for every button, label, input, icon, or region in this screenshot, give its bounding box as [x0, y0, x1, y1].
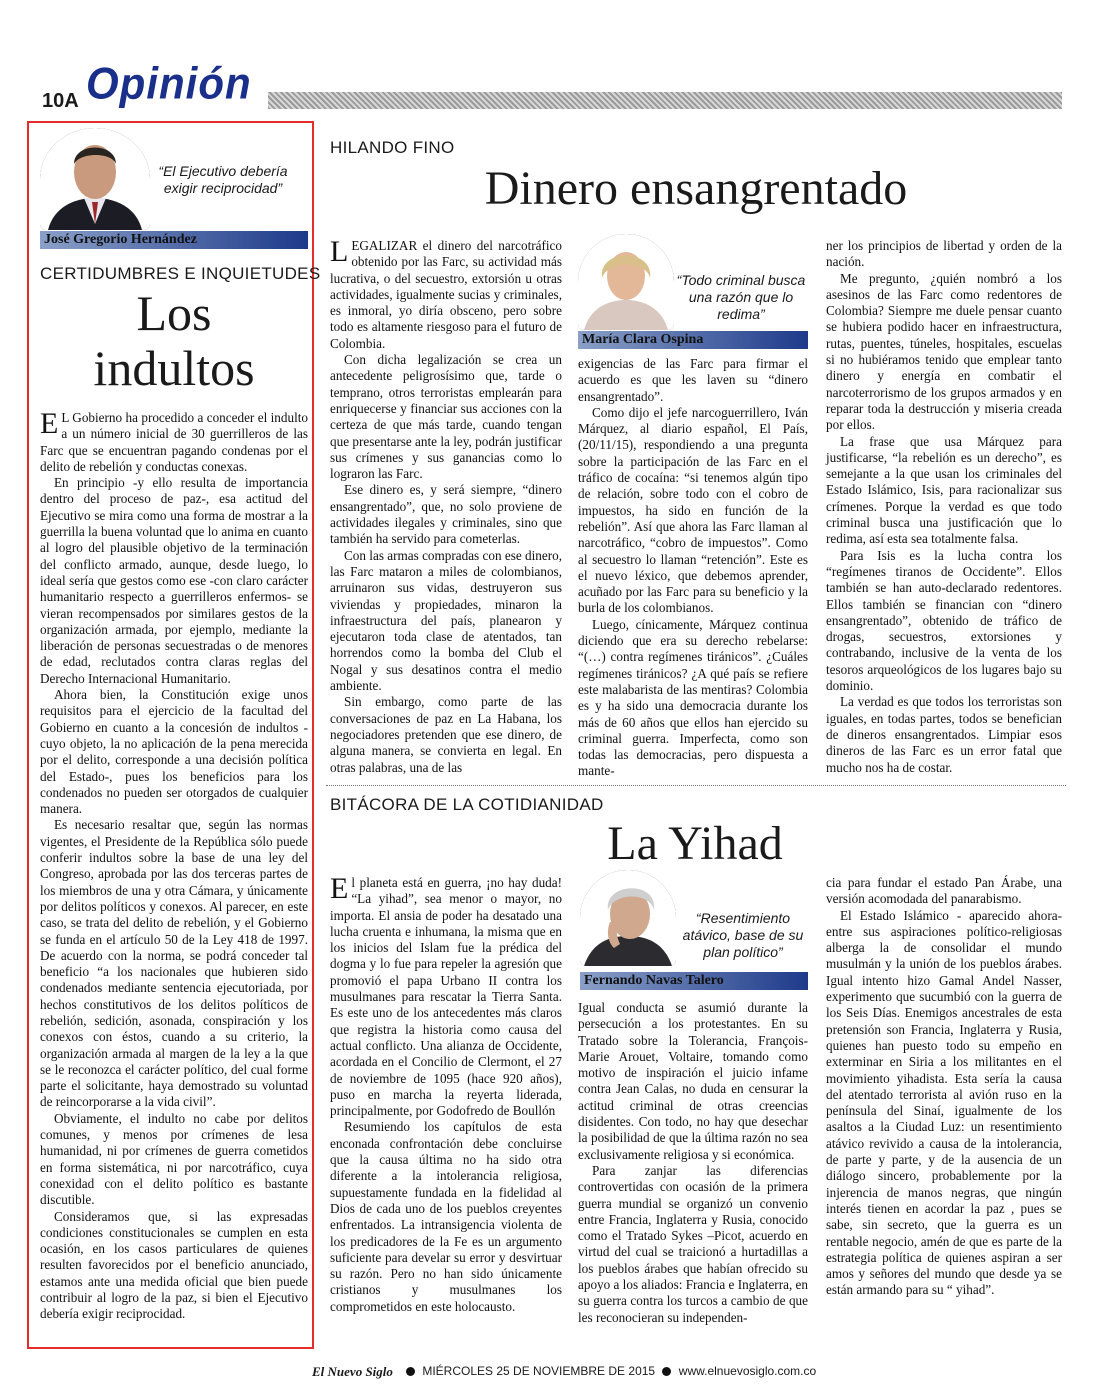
- footer-url[interactable]: www.elnuevosiglo.com.co: [678, 1364, 817, 1378]
- article-body: [40, 407, 308, 1323]
- article-column-2: [578, 1000, 808, 1326]
- author-portrait-icon: [580, 870, 676, 966]
- article-column-3: [826, 875, 1062, 1299]
- column-kicker: HILANDO FINO: [330, 138, 455, 157]
- author-quote: “Resentimiento atávico, base de su plan político”: [682, 910, 804, 960]
- author-portrait-icon: [578, 234, 674, 330]
- author-photo: [578, 234, 674, 330]
- paragraph: Resumiendo los capítulos de esta enconada confrontación debe concluirse que la causa última no ha sido otra diferente a la intolerancia religiosa, supuestamente fundada en la fidelidad al Dios de cada uno de los pueblos creyentes enfrentados. La intransigencia violenta de los predicadores de la Fe es un argumento suficiente para develar su error y desvirtuar su razón. Pero no han sido únicamente cristianos y musulmanes los comprometidos en este holocausto.: [330, 1119, 562, 1314]
- paragraph: Ese dinero es, y será siempre, “dinero ensangrentado”, que, no solo proviene de actividades ilegales y criminales, sino que también ha servido para cometerlas.: [330, 482, 562, 547]
- paragraph: exigencias de las Farc para firmar el acuerdo es que les laven su “dinero ensangrentado”.: [578, 356, 808, 404]
- footer-date: MIÉRCOLES 25 DE NOVIEMBRE DE 2015: [422, 1364, 656, 1378]
- paragraph: Como dijo el jefe narcoguerrillero, Iván Márquez, al diario español, El País, (20/11/15), respondiendo a una pregunta sobre la participación de las Farc en el tráfico de cocaína: “si tenemos algún tipo de relación, sobre todo con el cobro de impuestos, ha sido en función de la rebelión”. Así que ahora las Farc llaman al narcotráfico, “cobro de impuestos”. Como al secuestro lo llaman “retención”. Este es el nuevo léxico, que debemos aprender, acuñado por las Farc para su beneficio y la burla de los colombianos.: [578, 404, 808, 616]
- footer-info: [402, 1364, 816, 1378]
- paragraph: Obviamente, el indulto no cabe por delitos comunes, y menos por crímenes de lesa humanidad, ni por crímenes de guerra cometidos en forma sistemática, ni por narcotráfico, cuya conexidad con el delito político es bastante discutible.: [40, 1110, 308, 1208]
- article-title: Dinero ensangrentado: [484, 162, 908, 215]
- paragraph: cia para fundar el estado Pan Árabe, una versión acomodada del panarabismo.: [826, 875, 1062, 907]
- page-number: 10A: [42, 90, 79, 112]
- paragraph: Para zanjar las diferencias controvertidas con ocasión de la primera guerra mundial se organizó un convenio entre Francia, Inglaterra y Rusia, conocido como el Tratado Sykes –Picot, acuerdo en virtud del cual se traicionó a hurtadillas a los pueblos árabes que habían ofrecido su apoyo a los aliados: Francia e Inglaterra, en su guerra contra los turcos a cambio de que les reconocieran su independen-: [578, 1162, 808, 1325]
- paragraph: E L Gobierno ha procedido a conceder el indulto a un número inicial de 30 guerrilleros de las Farc que se encuentran pagando condenas por el delito de rebelión y conductas conexas.: [40, 407, 308, 474]
- article-column-3: [826, 238, 1062, 776]
- paragraph: Me pregunto, ¿quién nombró a los asesinos de las Farc como redentores de Colombia? Siempre me duele pensar cuanto se hubiera podido hacer en infraestructura, rutas, puentes, túneles, hospitales, escuelas si no hubiéramos tenido que emplear tanto dinero y energía en combatir el narcoterrorismo de los grupos armados y en reparar toda la destrucción y miseria creada por ellos.: [826, 270, 1062, 433]
- paragraph: El Estado Islámico - aparecido ahora- entre sus aspiraciones político-religiosas alberga la de consolidar el mundo musulmán y la unión de los pueblos árabes. Igual intento hizo Gamal Andel Nasser, experimento que sucumbió con la guerra de los Seis Días. Enemigos ancestrales de esta pretensión son Francia, Inglaterra y Rusia, quienes han puesto todo su empeño en exterminar en Siria a los militantes en el movimiento yihadista. Esta sería la causa del atentado terrorista al avión ruso en la península del Sinaí, igualmente de los asaltos a la Ciudad Luz: un resentimiento atávico revivido a causa de la intolerancia, de parte y parte, y de la ausencia de un diálogo sincero, probablemente por la injerencia de manos negras, que ningún interés tienen en acordar la paz , pues se sabe, sin secreto, que la guerra es un rentable negocio, amén de que es parte de la estrategia política de quienes aspiran a ser amos y señores del mundo que desde ya se están armando para su “ yihad”.: [826, 907, 1062, 1298]
- header-band: [268, 92, 1062, 109]
- paragraph: Es necesario resaltar que, según las normas vigentes, el Presidente de la República sólo puede conferir indultos sobre la base de una ley del Congreso, aprobada por las dos terceras partes de los miembros de una y otra Cámara, y únicamente por delitos políticos y conexos. Al parecer, en este caso, se trata del delito de rebelión, y el Gobierno se funda en el artículo 50 de la Ley 418 de 1997. De acuerdo con la norma, se podrá conceder tal beneficio “a los nacionales que hubieren sido condenados mediante sentencia ejecutoriada, por hechos constitutivos de los delitos políticos de rebelión, sedición, asonada, conspiración y los conexos con éstos, cuando a su criterio, la organización armada al margen de la ley a la que se le reconozca el carácter político, del cual forme parte el solicitante, haya demostrado su voluntad de reincorporarse a la vida civil”.: [40, 817, 308, 1110]
- column-kicker: CERTIDUMBRES E INQUIETUDES: [40, 264, 321, 283]
- section-title: Opinión: [86, 58, 252, 109]
- article-title: La Yihad: [607, 817, 783, 870]
- author-name-bar: José Gregorio Hernández: [40, 231, 308, 249]
- paragraph: Luego, cínicamente, Márquez continua diciendo que era su derecho rebelarse: “(…) contra regímenes tiránicos”. ¿Cuáles regímenes tiránicos? ¿A qué país se refiere este malabarista de las mentiras? Colombia es y ha sido una democracia durante los más de 60 años que ellos han ejercido su criminal guerra. Imperfecta, como son todas las democracias, pero dispuesta a mante-: [578, 616, 808, 779]
- footer-logo: El Nuevo Siglo: [312, 1364, 393, 1379]
- paragraph: LEGALIZAR el dinero del narcotráfico obtenido por las Farc, su actividad más lucrativa, o del secuestro, extorsión u otras actividades, igualmente sucias y criminales, es inmoral, yo diría obsceno, pero sobre todo es altamente riesgoso para el futuro de Colombia.: [330, 235, 562, 351]
- author-name-bar: Fernando Navas Talero: [580, 972, 808, 990]
- section-divider: [326, 785, 1066, 786]
- author-photo: [40, 128, 150, 230]
- column-kicker: BITÁCORA DE LA COTIDIANIDAD: [330, 795, 604, 814]
- paragraph: Sin embargo, como parte de las conversaciones de paz en La Habana, los negociadores pretenden que ese dinero, de alguna manera, se convierta en legal. En otras palabras, una de las: [330, 694, 562, 775]
- drop-cap: E: [40, 407, 59, 440]
- author-photo: [580, 870, 676, 966]
- author-name-bar: María Clara Ospina: [578, 331, 808, 349]
- paragraph: Consideramos que, si las expresadas condiciones constitucionales se cumplen en esta ocasión, en los casos particulares de quienes resulten favorecidos por el beneficio anunciado, estamos ante una medida oficial que bien puede contribuir al logro de la paz, si bien el Ejecutivo debería exigir reciprocidad.: [40, 1208, 308, 1322]
- paragraph: Igual conducta se asumió durante la persecución a los protestantes. En su Tratado sobre la Tolerancia, François-Marie Arouet, Voltaire, tomando como motivo de inspiración el juicio infame contra Jean Calas, no duda en censurar la actitud criminal de otras creencias disidentes. Con todo, no hay que desechar la posibilidad de que la última razón no sea exclusivamente religiosa y si económica.: [578, 1000, 808, 1162]
- paragraph: En principio -y ello resulta de importancia dentro del proceso de paz-, esa actitud del Ejecutivo se mira como una forma de mostrar a la guerrilla la buena voluntad que lo anima en cuanto al logro del plausible objetivo de la terminación del conflicto armado, aunque, desde luego, lo ideal sería que gestos como ese -con claro carácter humanitario respecto a guerrilleros enfermos- se vieran recompensados por similares gestos de la organización armada, por ejemplo, mediante la liberación de personas secuestradas o de menores de edad, reclutados contra claras reglas del Derecho Internacional Humanitario.: [40, 475, 308, 686]
- author-portrait-icon: [40, 128, 150, 230]
- author-quote: “Todo criminal busca una razón que lo redima”: [676, 272, 806, 322]
- paragraph: El planeta está en guerra, ¡no hay duda! “La yihad”, sea menor o mayor, no importa. El ansia de poder ha desatado una lucha cruenta e inhumana, la misma que en los inicios del Islam fue la prédica del dogma y lo fue para repeler la agresión que promovió el papa Urbano II contra los musulmanes para rescatar la Tierra Santa. Es este uno de los antecedentes más claros que registra la historia como causa del actual conflicto. Una alianza de Occidente, acordada en el Concilio de Clermont, el 27 de noviembre de 1095 (hace 920 años), puso en marcha la reyerta liderada, principalmente, por Godofredo de Boullón: [330, 872, 562, 1119]
- bullet-icon: [662, 1367, 671, 1376]
- paragraph: La frase que usa Márquez para justificarse, “la rebelión es un derecho”, es semejante a la que usan los criminales del Estado Islámico, Isis, para racionalizar sus crímenes. Porque la verdad es que todo criminal busca una justificación que lo redima, así esta sea totalmente falsa.: [826, 433, 1062, 547]
- bullet-icon: [406, 1367, 415, 1376]
- article-title-line-1: Los: [136, 285, 212, 341]
- paragraph: Ahora bien, la Constitución exige unos requisitos para el ejercicio de la facultad del Gobierno en cuanto a la concesión de indultos -cuyo objeto, la no aplicación de la pena merecida por el delito, corresponde a una decisión política del Estado-, pues los beneficios para los condenados no pueden ser otorgados de cualquier manera.: [40, 687, 308, 817]
- paragraph: Con dicha legalización se crea un antecedente peligrosísimo que, tarde o temprano, otros terroristas emplearán para enriquecerse y financiar sus acciones con la certeza de que más tarde, cuando tengan que presentarse ante la ley, podrán justificar sus crímenes y sus ganancias como lo lograron las Farc.: [330, 352, 562, 482]
- author-quote: “El Ejecutivo debería exigir reciprocidad”: [158, 163, 288, 196]
- paragraph: ner los principios de libertad y orden de la nación.: [826, 238, 1062, 270]
- article-column-2: [578, 356, 808, 780]
- drop-cap: E: [330, 872, 349, 905]
- paragraph: Con las armas compradas con ese dinero, las Farc mataron a miles de colombianos, arruinaron sus vidas, destruyeron sus viviendas y propiedades, minaron la infraestructura del país, planearon y ejecutaron toda clase de atentados, tan horrendos como la bomba del Club el Nogal y sus desatinos contra el medio ambiente.: [330, 547, 562, 694]
- article-title-line-2: indultos: [93, 340, 255, 396]
- article-column-1: [330, 872, 562, 1315]
- paragraph: Para Isis es la lucha contra los “regímenes tiranos de Occidente”. Ellos también se han auto-declarado redentores. Ellos también se financian con “dinero ensangrentado”, obtenido de tráfico de drogas, secuestros, extorsiones y contrabando, inclusive de la venta de los tesoros arqueológicos de los lugares bajo su dominio.: [826, 547, 1062, 694]
- drop-cap: L: [330, 235, 349, 268]
- paragraph: La verdad es que todos los terroristas son iguales, en todas partes, todos se benefician de dineros ensangrentados. Limpiar esos dineros de las Farc es un error fatal que mucho nos ha de costar.: [826, 694, 1062, 775]
- article-column-1: [330, 235, 562, 776]
